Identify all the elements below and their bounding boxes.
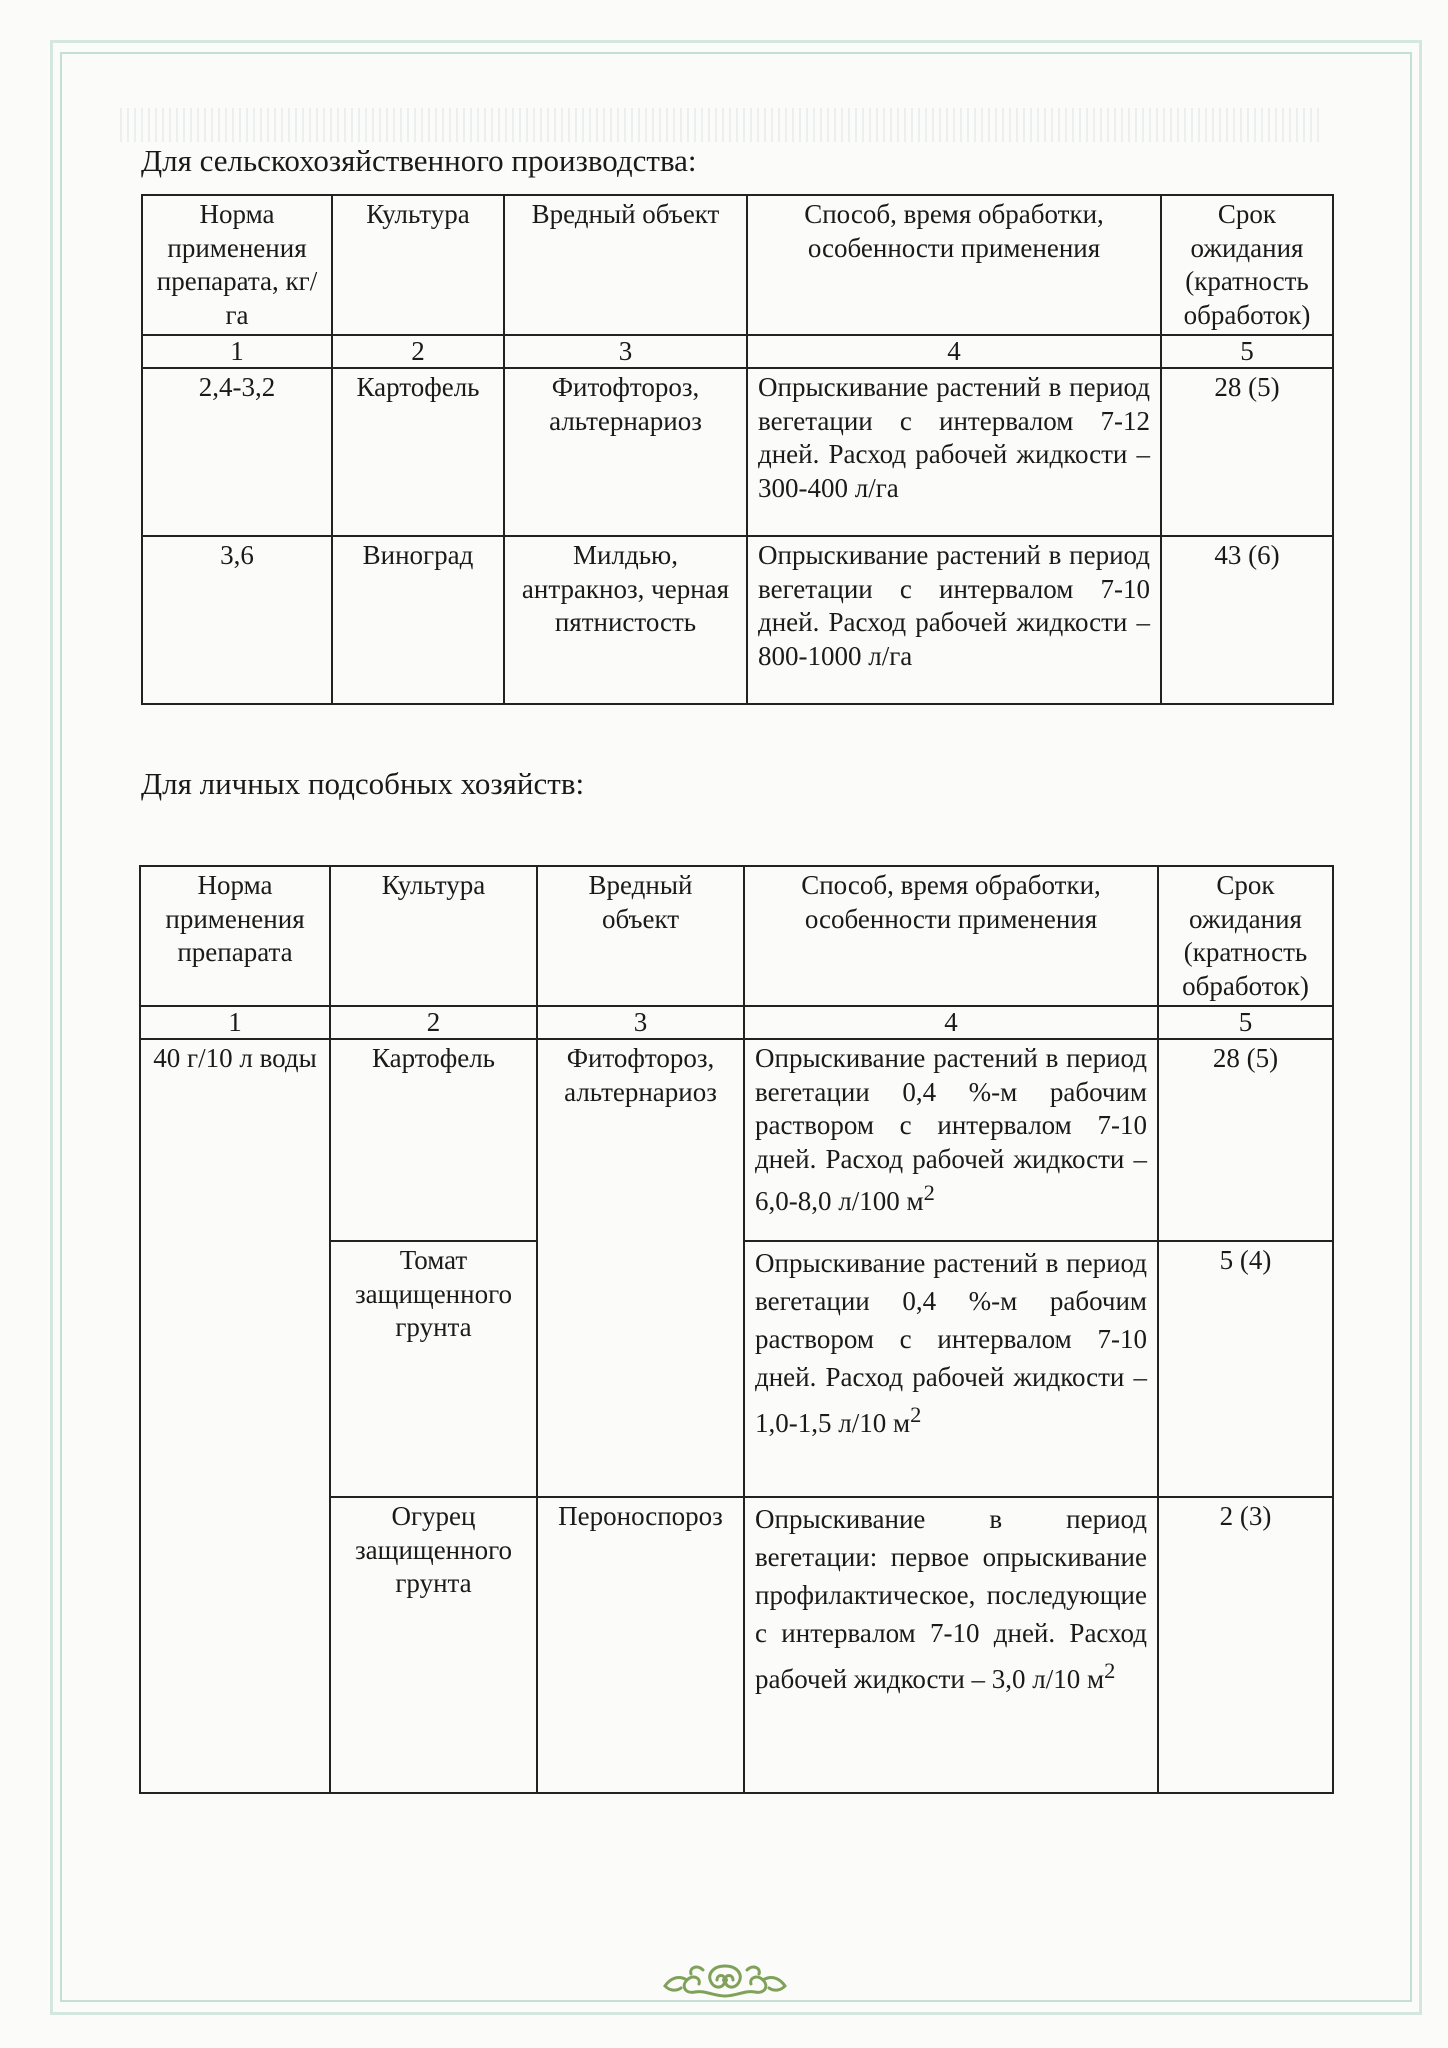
header-pest: Вредный объект bbox=[537, 866, 744, 1006]
column-number: 2 bbox=[330, 1006, 537, 1039]
column-number: 5 bbox=[1158, 1006, 1333, 1039]
cell-wait: 2 (3) bbox=[1158, 1497, 1333, 1793]
superscript: 2 bbox=[923, 1180, 935, 1205]
cell-pest: Пероноспороз bbox=[537, 1497, 744, 1793]
table-header-row bbox=[142, 195, 1333, 335]
method-text: Опрыскивание растений в период вегетации 0,4 %-м рабочим раствором с интервалом 7-10 дней. Расход рабочей жидкости – 1,0-1,5 л/10 м bbox=[755, 1248, 1147, 1438]
header-method: Способ, время обработки, особенности применения bbox=[744, 866, 1158, 1006]
header-wait: Срок ожидания (кратность обработок) bbox=[1161, 195, 1333, 335]
cell-wait: 5 (4) bbox=[1158, 1241, 1333, 1497]
column-number: 4 bbox=[747, 335, 1161, 368]
cell-pest: Фитофтороз, альтернариоз bbox=[504, 368, 747, 536]
cell-norm: 2,4-3,2 bbox=[142, 368, 332, 536]
table-row bbox=[142, 536, 1333, 704]
cell-norm: 3,6 bbox=[142, 536, 332, 704]
header-method: Способ, время обработки, особенности применения bbox=[747, 195, 1161, 335]
cell-method bbox=[744, 1497, 1158, 1793]
cell-crop: Огурец защищенного грунта bbox=[330, 1497, 537, 1793]
cell-method: Опрыскивание растений в период вегетации с интервалом 7-12 дней. Расход рабочей жидкости – 300-400 л/га bbox=[747, 368, 1161, 536]
cell-crop: Виноград bbox=[332, 536, 504, 704]
header-norm: Норма применения препарата, кг/га bbox=[142, 195, 332, 335]
ornament-icon bbox=[655, 1960, 795, 2002]
table-row bbox=[140, 1039, 1333, 1241]
column-number: 1 bbox=[140, 1006, 330, 1039]
cell-crop: Картофель bbox=[332, 368, 504, 536]
superscript: 2 bbox=[1104, 1658, 1116, 1683]
cell-pest: Милдью, антракноз, черная пятнистость bbox=[504, 536, 747, 704]
section2-heading: Для личных подсобных хозяйств: bbox=[141, 766, 585, 801]
header-pest: Вредный объект bbox=[504, 195, 747, 335]
column-number: 3 bbox=[537, 1006, 744, 1039]
table-household bbox=[139, 865, 1334, 1794]
column-number: 1 bbox=[142, 335, 332, 368]
table-number-row bbox=[142, 335, 1333, 368]
column-number: 5 bbox=[1161, 335, 1333, 368]
column-number: 4 bbox=[744, 1006, 1158, 1039]
cell-method: Опрыскивание растений в период вегетации с интервалом 7-10 дней. Расход рабочей жидкости – 800-1000 л/га bbox=[747, 536, 1161, 704]
cell-method bbox=[744, 1039, 1158, 1241]
header-norm: Норма применения препарата bbox=[140, 866, 330, 1006]
header-crop: Культура bbox=[330, 866, 537, 1006]
method-text: Опрыскивание растений в период вегетации 0,4 %-м рабочим раствором с интервалом 7-10 дней. Расход рабочей жидкости – 6,0-8,0 л/100 м bbox=[755, 1043, 1147, 1216]
header-crop: Культура bbox=[332, 195, 504, 335]
cell-crop: Томат защищенного грунта bbox=[330, 1241, 537, 1497]
table-header-row bbox=[140, 866, 1333, 1006]
cell-pest: Фитофтороз, альтернариоз bbox=[537, 1039, 744, 1497]
table-agricultural bbox=[141, 194, 1334, 705]
method-text: Опрыскивание в период вегетации: первое опрыскивание профилактическое, последующие с интервалом 7-10 дней. Расход рабочей жидкости – 3,0 л/10 м bbox=[755, 1504, 1147, 1694]
superscript: 2 bbox=[910, 1402, 922, 1427]
cell-wait: 43 (6) bbox=[1161, 536, 1333, 704]
cell-norm: 40 г/10 л воды bbox=[140, 1039, 330, 1793]
table-number-row bbox=[140, 1006, 1333, 1039]
header-wait: Срок ожидания (кратность обработок) bbox=[1158, 866, 1333, 1006]
column-number: 2 bbox=[332, 335, 504, 368]
cell-wait: 28 (5) bbox=[1158, 1039, 1333, 1241]
cell-wait: 28 (5) bbox=[1161, 368, 1333, 536]
cell-method bbox=[744, 1241, 1158, 1497]
cell-crop: Картофель bbox=[330, 1039, 537, 1241]
column-number: 3 bbox=[504, 335, 747, 368]
section1-heading: Для сельскохозяйственного производства: bbox=[141, 143, 697, 178]
table-row bbox=[142, 368, 1333, 536]
background-hatching bbox=[120, 108, 1320, 142]
